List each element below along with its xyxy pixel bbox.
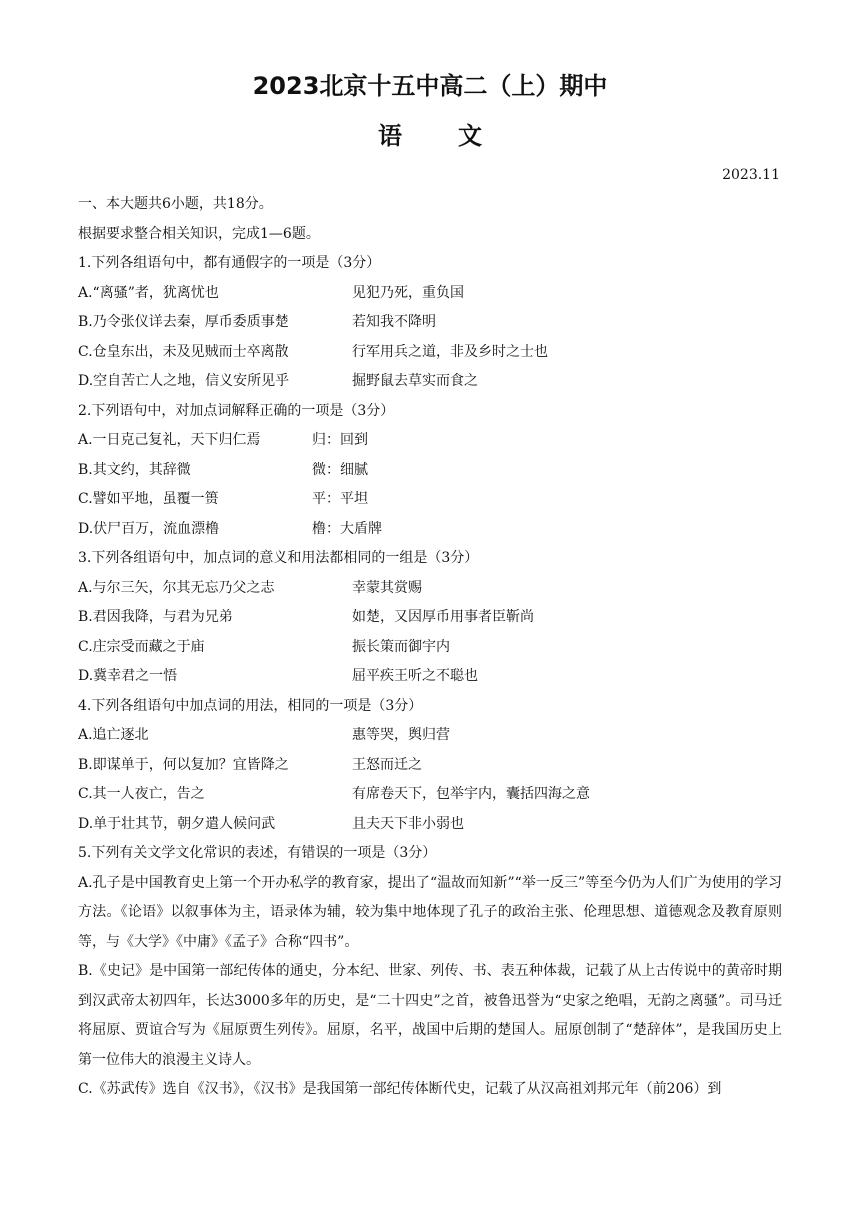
option-right-text: 屈平疾王听之不聪也 — [352, 668, 478, 684]
option-left-text: C.仓皇东出，未及见贼而士卒离散 — [78, 343, 289, 360]
option-right-text: 归：回到 — [312, 432, 368, 448]
option-left-text: B.其文约，其辞微 — [78, 461, 191, 478]
option-right-text: 幸蒙其赏赐 — [352, 579, 422, 596]
option-left-text: A.一日克己复礼，天下归仁焉 — [78, 432, 261, 448]
exam-title: 2023北京十五中高二（上）期中 — [252, 72, 608, 100]
question-option — [78, 426, 782, 456]
section-heading: 一、本大题共6小题，共18分。 — [78, 196, 273, 212]
q5-option-a: A.孔子是中国教育史上第一个开办私学的教育家，提出了“温故而知新”“举一反三”等至今仍为人们广为使用的学习方法。《论语》以叙事体为主，语录体为辅，较为集中地体现了孔子的政治主张、伦理思想、道德观念及教育原则等，与《大学》《中庸》《孟子》合称“四书”。 — [78, 874, 782, 950]
option-left-text: D.单于壮其节，朝夕遣人候问武 — [78, 815, 276, 832]
option-right-text: 行军用兵之道，非及乡时之士也 — [352, 343, 548, 360]
option-right-text: 橹：大盾牌 — [312, 520, 382, 537]
q5-stem: 5.下列有关文学文化常识的表述，有错误的一项是（3分） — [78, 845, 437, 861]
option-left-text: B.乃令张仪详去秦，厚币委质事楚 — [78, 314, 289, 330]
question-option — [78, 367, 782, 397]
exam-content — [78, 190, 782, 1105]
option-left-text: A.与尔三矢，尔其无忘乃父之志 — [78, 579, 275, 596]
option-left-text: D.冀幸君之一悟 — [78, 668, 178, 684]
option-left-text: B.君因我降，与君为兄弟 — [78, 609, 233, 625]
option-right-text: 惠等哭，舆归营 — [352, 727, 450, 743]
option-right-text: 平：平坦 — [312, 491, 368, 507]
question-option — [78, 780, 782, 810]
question-option — [78, 603, 782, 633]
question-option — [78, 456, 782, 486]
question-option — [78, 515, 782, 545]
option-right-text: 且夫天下非小弱也 — [352, 815, 464, 832]
question-option — [78, 633, 782, 663]
question-option — [78, 338, 782, 368]
question-option — [78, 279, 782, 309]
option-right-text: 如楚，又因厚币用事者臣靳尚 — [352, 609, 534, 625]
question-option — [78, 721, 782, 751]
question-stem: 4.下列各组语句中加点词的用法，相同的一项是（3分） — [78, 697, 423, 714]
option-right-text: 掘野鼠去草实而食之 — [352, 373, 478, 389]
question-stem: 3.下列各组语句中，加点词的意义和用法都相同的一组是（3分） — [78, 550, 479, 566]
question-option — [78, 308, 782, 338]
question-stem: 1.下列各组语句中，都有通假字的一项是（3分） — [78, 255, 381, 271]
option-left-text: B.即谋单于，何以复加？宜皆降之 — [78, 756, 289, 773]
question-option — [78, 751, 782, 781]
option-right-text: 微：细腻 — [312, 461, 368, 478]
subject-title: 语文 — [378, 122, 538, 150]
option-left-text: A.追亡逐北 — [78, 727, 149, 743]
option-left-text: C.其一人夜亡，告之 — [78, 786, 205, 802]
option-right-text: 见犯乃死，重负国 — [352, 284, 464, 301]
option-left-text: D.伏尸百万，流血漂橹 — [78, 520, 220, 537]
question-option — [78, 485, 782, 515]
section-instruction: 根据要求整合相关知识，完成1—6题。 — [78, 225, 320, 242]
option-right-text: 若知我不降明 — [352, 314, 436, 330]
option-left-text: D.空自苦亡人之地，信义安所见乎 — [78, 373, 290, 389]
exam-date: 2023.11 — [722, 167, 780, 183]
option-right-text: 有席卷天下，包举宇内，囊括四海之意 — [352, 786, 590, 802]
question-stem: 2.下列语句中，对加点词解释正确的一项是（3分） — [78, 402, 395, 419]
option-left-text: C.譬如平地，虽覆一篑 — [78, 491, 219, 507]
option-right-text: 王怒而迁之 — [352, 756, 422, 773]
q5-option-c: C.《苏武传》选自《汉书》，《汉书》是我国第一部纪传体断代史，记载了从汉高祖刘邦元年（前206）到 — [78, 1081, 722, 1097]
option-left-text: A.“离骚”者，犹离忧也 — [78, 284, 219, 301]
question-option — [78, 810, 782, 840]
question-list — [78, 249, 782, 839]
question-option — [78, 574, 782, 604]
option-left-text: C.庄宗受而藏之于庙 — [78, 638, 205, 655]
q5-option-b: B.《史记》是中国第一部纪传体的通史，分本纪、世家、列传、书、表五种体裁，记载了从上古传说中的黄帝时期到汉武帝太初四年，长达3000多年的历史，是“二十四史”之首，被鲁迅誉为“史家之绝唱，无韵之离骚”。司马迁将屈原、贾谊合写为《屈原贾生列传》。屈原，名平，战国中后期的楚国人。屈原创制了“楚辞体”，是我国历史上第一位伟大的浪漫主义诗人。 — [78, 963, 782, 1068]
option-right-text: 振长策而御宇内 — [352, 638, 450, 655]
question-option — [78, 662, 782, 692]
